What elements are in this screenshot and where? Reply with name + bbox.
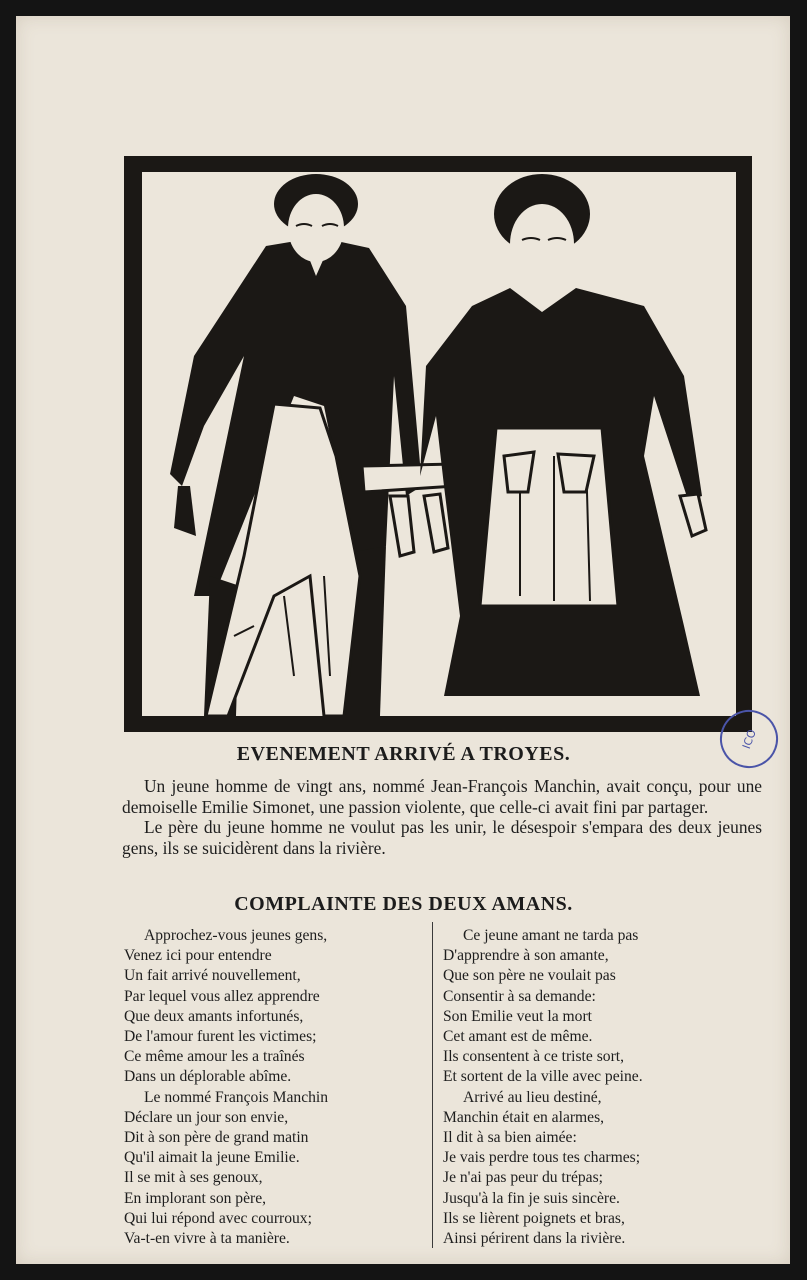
prose-block: [122, 776, 762, 858]
verse-line: Que son père ne voulait pas: [443, 967, 616, 985]
prose-paragraph: Un jeune homme de vingt ans, nommé Jean-François Manchin, avait conçu, pour une demoiselle Emilie Simonet, une passion violente, que celle-ci avait fini par partager.: [122, 776, 762, 817]
verse-line: Ils consentent à ce triste sort,: [443, 1048, 625, 1066]
verse-line: Arrivé au lieu destiné,: [463, 1088, 602, 1106]
page-title: EVENEMENT ARRIVÉ A TROYES.: [236, 743, 571, 765]
verse-line: Ils se lièrent poignets et bras,: [443, 1209, 625, 1227]
verse-line: Que deux amants infortunés,: [124, 1007, 304, 1025]
complaint-title: COMPLAINTE DES DEUX AMANS.: [234, 893, 573, 915]
verse-line: Ce jeune amant ne tarda pas: [463, 927, 639, 944]
verse-line: Va-t-en vivre à ta manière.: [124, 1230, 290, 1248]
verse-line: Approchez-vous jeunes gens,: [144, 927, 328, 944]
verse-line: Consentir à sa demande:: [443, 987, 596, 1005]
prose-paragraph: Le père du jeune homme ne voulut pas les unir, le désespoir s'empara des deux jeunes gens, ils se suicidèrent dans la rivière.: [122, 817, 762, 858]
verse-line: Et sortent de la ville avec peine.: [443, 1068, 643, 1086]
verse-line: D'apprendre à son amante,: [443, 947, 609, 965]
verse-column-left: [124, 926, 328, 1249]
verse-line: Je vais perdre tous tes charmes;: [443, 1149, 641, 1167]
verse-line: Qu'il aimait la jeune Emilie.: [124, 1149, 300, 1167]
verse-line: Dans un déplorable abîme.: [124, 1068, 292, 1086]
verse-line: Un fait arrivé nouvellement,: [124, 967, 301, 985]
verse-line: Cet amant est de même.: [443, 1028, 593, 1046]
verse-line: Venez ici pour entendre: [124, 947, 272, 965]
verse-line: Déclare un jour son envie,: [124, 1108, 289, 1126]
verse-line: De l'amour furent les victimes;: [124, 1028, 317, 1046]
verse-line: Manchin était en alarmes,: [443, 1108, 605, 1126]
verse-column-right: [443, 926, 643, 1249]
verse-line: Qui lui répond avec courroux;: [124, 1209, 312, 1227]
verse-line: Ce même amour les a traînés: [124, 1048, 305, 1066]
verse-line: Il se mit à ses genoux,: [124, 1169, 263, 1187]
verse-line: Jusqu'à la fin je suis sincère.: [443, 1189, 620, 1207]
verse-line: En implorant son père,: [124, 1189, 267, 1207]
column-divider: [432, 922, 433, 1248]
verse-line: Ainsi périrent dans la rivière.: [443, 1230, 626, 1248]
verse-line: Par lequel vous allez apprendre: [124, 987, 320, 1005]
verse-line: Dit à son père de grand matin: [124, 1129, 309, 1147]
woodcut-illustration: [124, 156, 752, 732]
verse-line: Son Emilie veut la mort: [443, 1007, 592, 1025]
verse-line: Le nommé François Manchin: [144, 1088, 329, 1106]
woodcut-lovers-image: [124, 156, 752, 732]
verse-line: Il dit à sa bien aimée:: [443, 1129, 577, 1147]
stamp-text: ICO: [739, 727, 759, 751]
verse-line: Je n'ai pas peur du trépas;: [443, 1169, 603, 1187]
